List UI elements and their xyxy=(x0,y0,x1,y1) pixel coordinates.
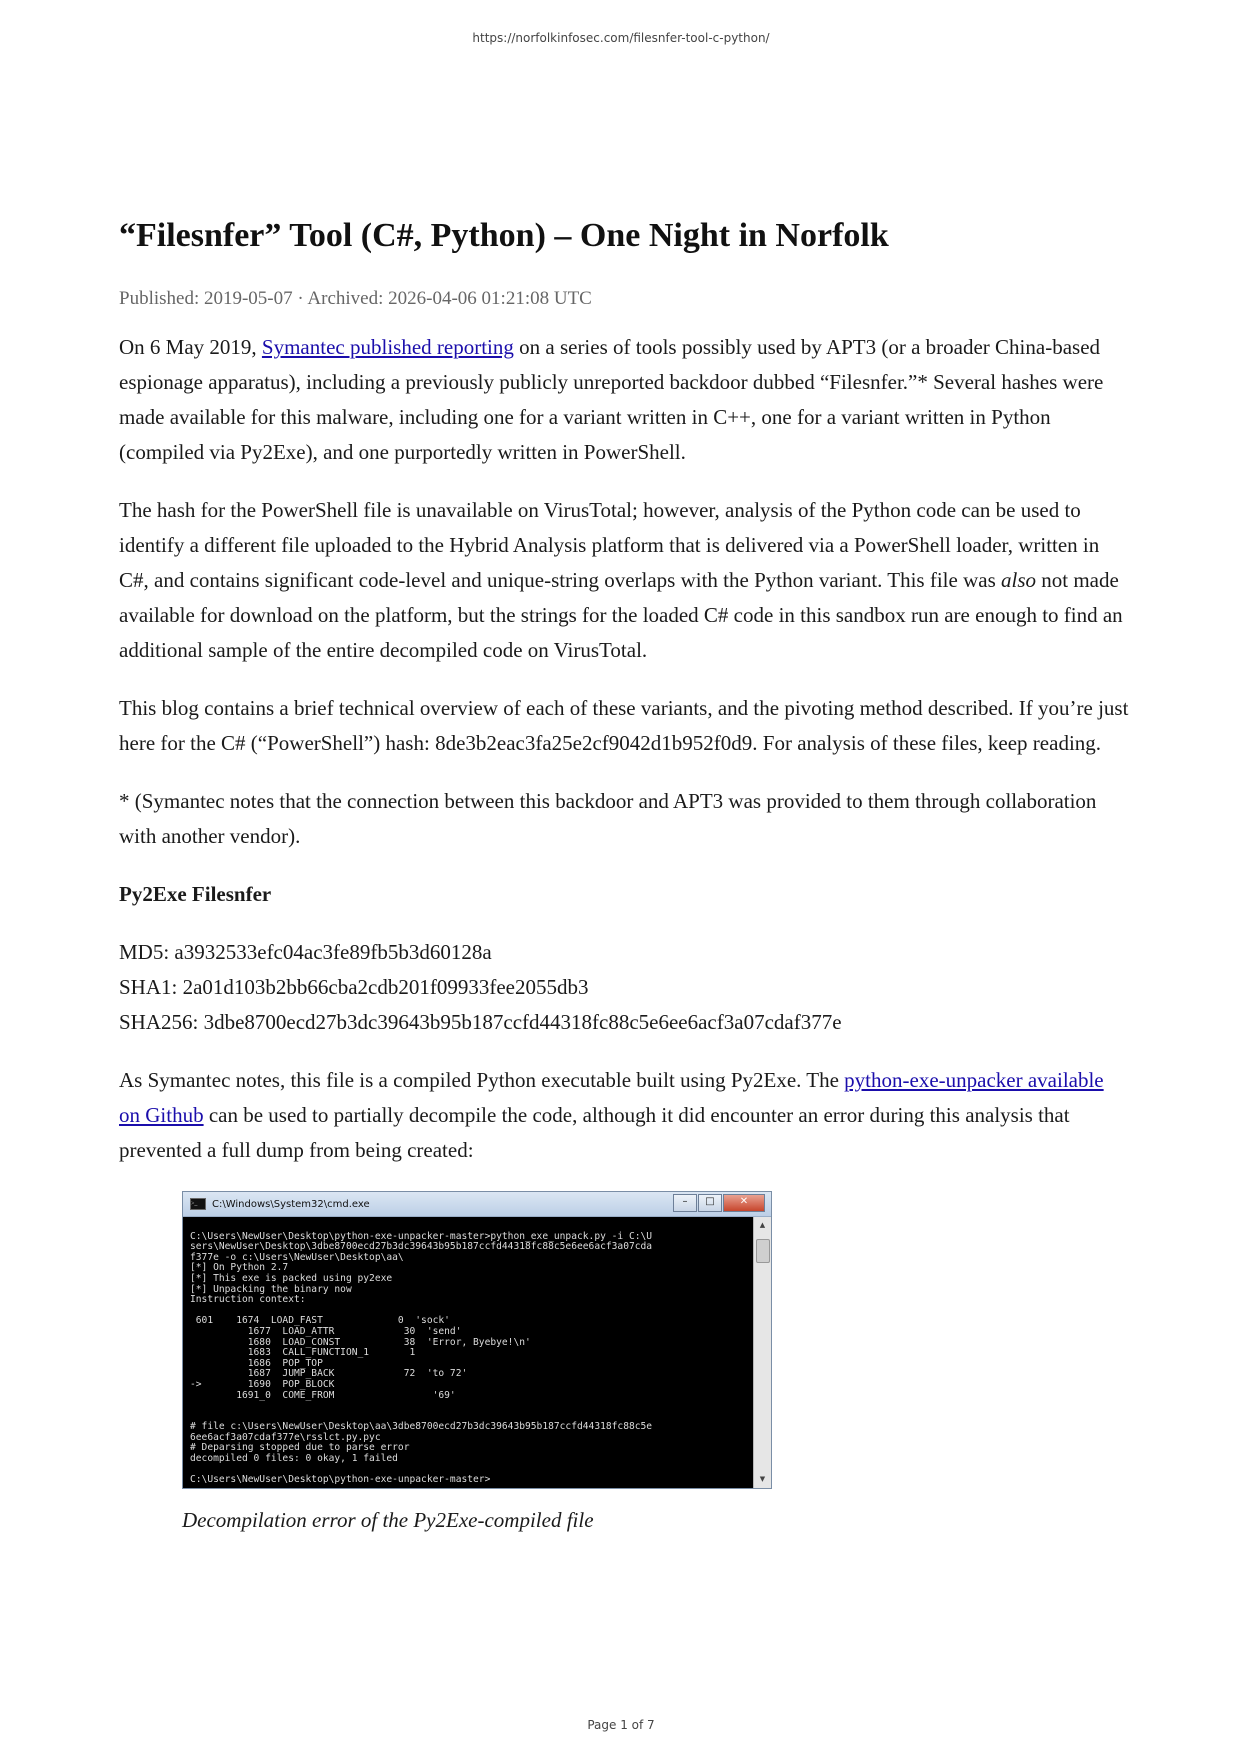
hash-sha1: SHA1: 2a01d103b2bb66cba2cdb201f09933fee2055db3 xyxy=(119,975,589,999)
paragraph-unpacker-text-2: can be used to partially decompile the code, although it did encounter an error during this analysis that prevented a full dump from being created: xyxy=(119,1103,1070,1162)
scroll-thumb xyxy=(756,1239,770,1263)
console-line: f377e -o c:\Users\NewUser\Desktop\aa\ xyxy=(190,1251,404,1263)
console-line: 1680 LOAD_CONST 38 'Error, Byebye!\n' xyxy=(190,1336,531,1348)
page-url: https://norfolkinfosec.com/filesnfer-tool-c-python/ xyxy=(472,31,770,45)
minimize-icon: – xyxy=(673,1194,697,1212)
figure-caption: Decompilation error of the Py2Exe-compiled file xyxy=(182,1508,594,1532)
cmd-icon: >_ xyxy=(190,1198,206,1210)
console-line: 601 1674 LOAD_FAST 0 'sock' xyxy=(190,1315,450,1327)
hash-sha256: SHA256: 3dbe8700ecd27b3dc39643b95b187ccfd44318fc88c5e6ee6acf3a07cdaf377e xyxy=(119,1010,842,1034)
scroll-up-icon: ▲ xyxy=(759,1221,766,1229)
console-line: C:\Users\NewUser\Desktop\python-exe-unpacker-master> xyxy=(190,1474,491,1486)
console-line: [*] This exe is packed using py2exe xyxy=(190,1272,393,1284)
paragraph-unpacker xyxy=(119,1063,1129,1168)
window-buttons xyxy=(672,1194,765,1212)
console-line: 1677 LOAD_ATTR 30 'send' xyxy=(190,1325,462,1337)
article-title: “Filesnfer” Tool (C#, Python) – One Night in Norfolk xyxy=(119,217,889,254)
console-line: sers\NewUser\Desktop\3dbe8700ecd27b3dc39643b95b187ccfd44318fc88c5e6ee6acf3a07cda xyxy=(190,1241,653,1253)
console-line: Instruction context: xyxy=(190,1294,306,1306)
close-icon: ✕ xyxy=(723,1194,765,1212)
article xyxy=(119,210,1129,1535)
figure xyxy=(182,1191,1129,1535)
console-line xyxy=(190,1221,746,1232)
emphasis-also: also xyxy=(1001,568,1037,592)
cmd-screenshot xyxy=(182,1191,772,1489)
paragraph-intro xyxy=(119,330,1129,470)
paragraph-powershell-text-2: not made available for download on the platform, but the strings for the loaded C# code in this sandbox run are enough to find an additional sample of the entire decompiled code on VirusTotal. xyxy=(119,568,1123,662)
console-line: 1687 JUMP_BACK 72 'to 72' xyxy=(190,1368,468,1380)
paragraph-overview: This blog contains a brief technical overview of each of these variants, and the pivoting method described. If you’re just here for the C# (“PowerShell”) hash: 8de3b2eac3fa25e2cf9042d1b952f0d9. For analysis of these files, keep reading. xyxy=(119,696,1129,755)
paragraph-footnote: * (Symantec notes that the connection between this backdoor and APT3 was provided to them through collaboration with another vendor). xyxy=(119,789,1097,848)
console-line: 6ee6acf3a07cdaf377e\rsslct.py.pyc xyxy=(190,1431,381,1443)
console-line: -> 1690 POP_BLOCK xyxy=(190,1378,335,1390)
console-line: decompiled 0 files: 0 okay, 1 failed xyxy=(190,1453,398,1465)
console-line: C:\Users\NewUser\Desktop\python-exe-unpacker-master>python_exe_unpack.py -i C:\U xyxy=(190,1230,653,1242)
console-line xyxy=(190,1401,746,1412)
paragraph-powershell-text-1: The hash for the PowerShell file is unavailable on VirusTotal; however, analysis of the Python code can be used to identify a different file uploaded to the Hybrid Analysis platform that is delivered via a PowerShell loader, written in C#, and contains significant code-level and unique-string overlaps with the Python variant. This file was xyxy=(119,498,1100,592)
paragraph-intro-text-2: on a series of tools possibly used by APT3 (or a broader China-based espionage apparatus), including a previously publicly unreported backdoor dubbed “Filesnfer.”* Several hashes were made available for this malware, including one for a variant written in C++, one for a variant written in Python (compiled via Py2Exe), and one purportedly written in PowerShell. xyxy=(119,335,1104,464)
section-heading: Py2Exe Filesnfer xyxy=(119,882,272,906)
console-line: 1691_0 COME_FROM '69' xyxy=(190,1389,456,1401)
console-output xyxy=(183,1217,750,1486)
cmd-titlebar xyxy=(183,1192,771,1217)
hash-list xyxy=(119,935,1129,1040)
paragraph-powershell xyxy=(119,493,1129,668)
console-line: # file c:\Users\NewUser\Desktop\aa\3dbe8700ecd27b3dc39643b95b187ccfd44318fc88c5e xyxy=(190,1421,653,1433)
console-line: 1683 CALL_FUNCTION_1 1 xyxy=(190,1347,416,1359)
symantec-report-link[interactable]: Symantec published reporting xyxy=(261,335,514,359)
paragraph-unpacker-text-1: As Symantec notes, this file is a compiled Python executable built using Py2Exe. The xyxy=(119,1068,845,1092)
cmd-window-title: C:\Windows\System32\cmd.exe xyxy=(212,1198,370,1210)
console-line: [*] On Python 2.7 xyxy=(190,1262,289,1274)
article-meta: Published: 2019-05-07 · Archived: 2026-04-06 01:21:08 UTC xyxy=(119,288,592,309)
hash-md5: MD5: a3932533efc04ac3fe89fb5b3d60128a xyxy=(119,940,492,964)
console-line: # Deparsing stopped due to parse error xyxy=(190,1442,410,1454)
unpacker-github-link[interactable]: python-exe-unpacker available on Github xyxy=(119,1068,1104,1127)
console-line: [*] Unpacking the binary now xyxy=(190,1283,352,1295)
console-line: 1686 POP_TOP xyxy=(190,1357,323,1369)
scroll-down-icon: ▼ xyxy=(759,1475,766,1483)
cmd-scrollbar xyxy=(753,1217,771,1488)
maximize-icon: □ xyxy=(698,1194,722,1212)
page-number: Page 1 of 7 xyxy=(587,1718,655,1732)
paragraph-intro-text-1: On 6 May 2019, xyxy=(119,335,262,359)
